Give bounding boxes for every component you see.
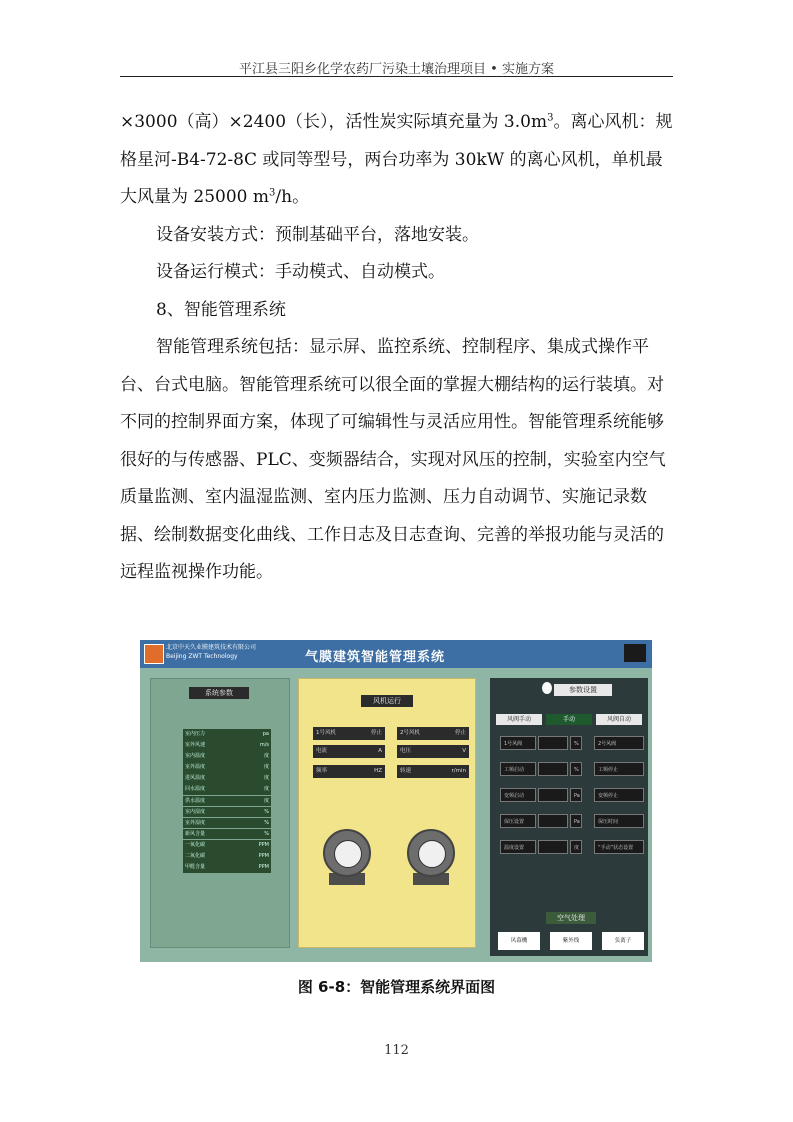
setting-label-left: 保压设置 xyxy=(500,814,536,828)
fan1-current xyxy=(313,745,385,758)
page-number: 112 xyxy=(384,1043,409,1058)
paragraph-1-part-a: ×3000（高）×2400（长），活性炭实际填充量为 3.0m xyxy=(120,112,548,132)
param-unit: 度 xyxy=(263,775,269,782)
paragraph-5: 智能管理系统包括：显示屏、监控系统、控制程序、集成式操作平台、台式电脑。智能管理系统可以很全面的掌握大棚结构的运行装填。对不同的控制界面方案，体现了可编辑性与灵活应用性。智能管理系统能够很好的与传感器、PLC、变频器结合，实现对风压的控制，实验室内空气质量监测、室内温湿监测、室内压力监测、压力自动调节、实施记录数据、绘制数据变化曲线、工作日志及日志查询、完善的举报功能与灵活的远程监视操作功能。 xyxy=(120,337,666,582)
param-name: 一氧化碳 xyxy=(185,841,206,848)
param-name: 二氧化碳 xyxy=(185,853,206,860)
param-row xyxy=(183,762,271,773)
setting-label-left: 1号风阀 xyxy=(500,736,536,750)
system-params-title: 系统参数 xyxy=(189,687,249,699)
fan-run-panel xyxy=(298,678,476,948)
mode-valve-manual[interactable]: 风阀手动 xyxy=(496,714,542,725)
paragraph-2: 设备安装方式：预制基础平台，落地安装。 xyxy=(156,224,479,245)
param-unit: PPM xyxy=(258,853,269,860)
fan2-speed xyxy=(397,765,469,778)
param-row xyxy=(183,807,271,818)
param-name: 室内湿度 xyxy=(185,808,206,815)
figure-title-bar xyxy=(140,640,652,668)
company-logo-icon xyxy=(144,644,164,664)
param-row xyxy=(183,851,271,862)
param-unit: 度 xyxy=(263,797,269,804)
param-name: 甲醛含量 xyxy=(185,864,206,871)
param-name: 室外温度 xyxy=(185,764,206,771)
param-name: 进风温度 xyxy=(185,775,206,782)
paragraph-1-part-c: /h。 xyxy=(275,187,310,207)
fan2-icon xyxy=(405,829,457,889)
fan2-speed-unit: r/min xyxy=(451,768,466,774)
param-settings-panel xyxy=(490,678,648,956)
param-unit: PPM xyxy=(258,841,269,848)
param-row xyxy=(183,840,271,851)
air-curtain-button[interactable]: 风幕機 xyxy=(498,932,540,950)
param-settings-title: 参数设置 xyxy=(554,684,612,696)
setting-unit-left: % xyxy=(570,736,582,750)
paragraph-1 xyxy=(120,104,673,217)
setting-label-left: 工频启动 xyxy=(500,762,536,776)
param-unit: % xyxy=(264,830,269,837)
fan2-speed-label: 转速 xyxy=(400,768,412,774)
mode-valve-auto[interactable]: 风阀自动 xyxy=(596,714,642,725)
setting-label-left: 变频启动 xyxy=(500,788,536,802)
param-unit: m/s xyxy=(259,742,269,749)
param-name: 新风含量 xyxy=(185,830,206,837)
fan1-label: 1号风机 xyxy=(316,730,336,736)
anion-button[interactable]: 负离子 xyxy=(602,932,644,950)
company-name-cn: 北京中天久业膜建筑技术有限公司 xyxy=(166,644,257,651)
param-unit: 度 xyxy=(263,764,269,771)
system-params-panel xyxy=(150,678,290,948)
uv-button[interactable]: 紫外线 xyxy=(550,932,592,950)
setting-label-right[interactable]: 2号风阀 xyxy=(594,736,644,750)
param-row xyxy=(183,862,271,873)
setting-label-right[interactable]: 变频停止 xyxy=(594,788,644,802)
system-interface-figure xyxy=(140,640,652,962)
param-name: 供水温度 xyxy=(185,797,206,804)
param-row xyxy=(183,751,271,762)
param-name: 室外湿度 xyxy=(185,819,206,826)
superscript-3: 3 xyxy=(547,112,554,124)
system-title: 气膜建筑智能管理系统 xyxy=(305,650,446,665)
fan2-voltage-label: 电压 xyxy=(400,748,412,754)
param-row xyxy=(183,796,271,807)
fan2-state xyxy=(397,727,469,740)
setting-value-left[interactable] xyxy=(538,814,568,828)
param-unit: PPM xyxy=(258,864,269,871)
top-display-box xyxy=(624,644,646,662)
setting-label-right[interactable]: 工频停止 xyxy=(594,762,644,776)
param-name: 室内温度 xyxy=(185,753,206,760)
company-name xyxy=(166,643,256,661)
paragraph-3: 设备运行模式：手动模式、自动模式。 xyxy=(156,262,445,282)
setting-value-left[interactable] xyxy=(538,840,568,854)
fan1-icon xyxy=(321,829,373,889)
fan1-state-value: 停止 xyxy=(370,730,382,736)
param-unit: 度 xyxy=(263,786,269,793)
fan1-state xyxy=(313,727,385,740)
param-name: 回水温度 xyxy=(185,786,206,793)
fan1-frequency xyxy=(313,765,385,778)
fan-run-title: 风机运行 xyxy=(361,695,413,707)
fan1-freq-unit: HZ xyxy=(374,768,382,774)
air-treatment-title: 空气处理 xyxy=(546,912,596,924)
param-row xyxy=(183,829,271,840)
setting-label-right[interactable]: 保压时间 xyxy=(594,814,644,828)
setting-value-left[interactable] xyxy=(538,736,568,750)
superscript-3b: 3 xyxy=(269,187,276,199)
setting-unit-left: % xyxy=(570,762,582,776)
fan2-voltage-unit: V xyxy=(462,748,466,754)
param-row xyxy=(183,784,271,795)
setting-label-right[interactable]: “手动”状态设置 xyxy=(594,840,644,854)
figure-caption: 图 6-8：智能管理系统界面图 xyxy=(297,978,496,996)
fan2-state-value: 停止 xyxy=(454,730,466,736)
setting-unit-left: 度 xyxy=(570,840,582,854)
fan2-label: 2号风机 xyxy=(400,730,420,736)
param-unit: % xyxy=(264,808,269,815)
body-text xyxy=(120,104,673,592)
indicator-light-icon xyxy=(542,682,552,694)
fan1-current-label: 电流 xyxy=(316,748,328,754)
param-unit: % xyxy=(264,819,269,826)
param-unit: pa xyxy=(262,731,269,737)
param-row xyxy=(183,773,271,784)
param-row xyxy=(183,740,271,751)
running-header: 平江县三阳乡化学农药厂污染土壤治理项目 • 实施方案 xyxy=(239,62,554,77)
param-row xyxy=(183,729,271,740)
setting-value-left[interactable] xyxy=(538,788,568,802)
setting-value-left[interactable] xyxy=(538,762,568,776)
header-rule xyxy=(120,76,673,77)
paragraph-1-part-b: 。离心风机：规格星河-B4-72-8C 或同等型号，两台功率为 30kW 的离心风机，单机最大风量为 25000 m xyxy=(120,112,673,207)
mode-manual[interactable]: 手动 xyxy=(546,714,592,725)
param-row xyxy=(183,818,271,829)
setting-unit-left: Pa xyxy=(570,814,582,828)
fan1-current-unit: A xyxy=(378,748,382,754)
fan2-voltage xyxy=(397,745,469,758)
setting-unit-left: Pa xyxy=(570,788,582,802)
param-unit: 度 xyxy=(263,753,269,760)
param-list xyxy=(183,729,271,873)
param-name: 室内压力 xyxy=(185,731,206,737)
fan1-freq-label: 频率 xyxy=(316,768,328,774)
section-heading: 8、智能管理系统 xyxy=(156,299,286,320)
company-name-en: Beijing ZWT Technology xyxy=(166,653,238,660)
param-name: 室外风速 xyxy=(185,742,206,749)
setting-label-left: 温度设置 xyxy=(500,840,536,854)
